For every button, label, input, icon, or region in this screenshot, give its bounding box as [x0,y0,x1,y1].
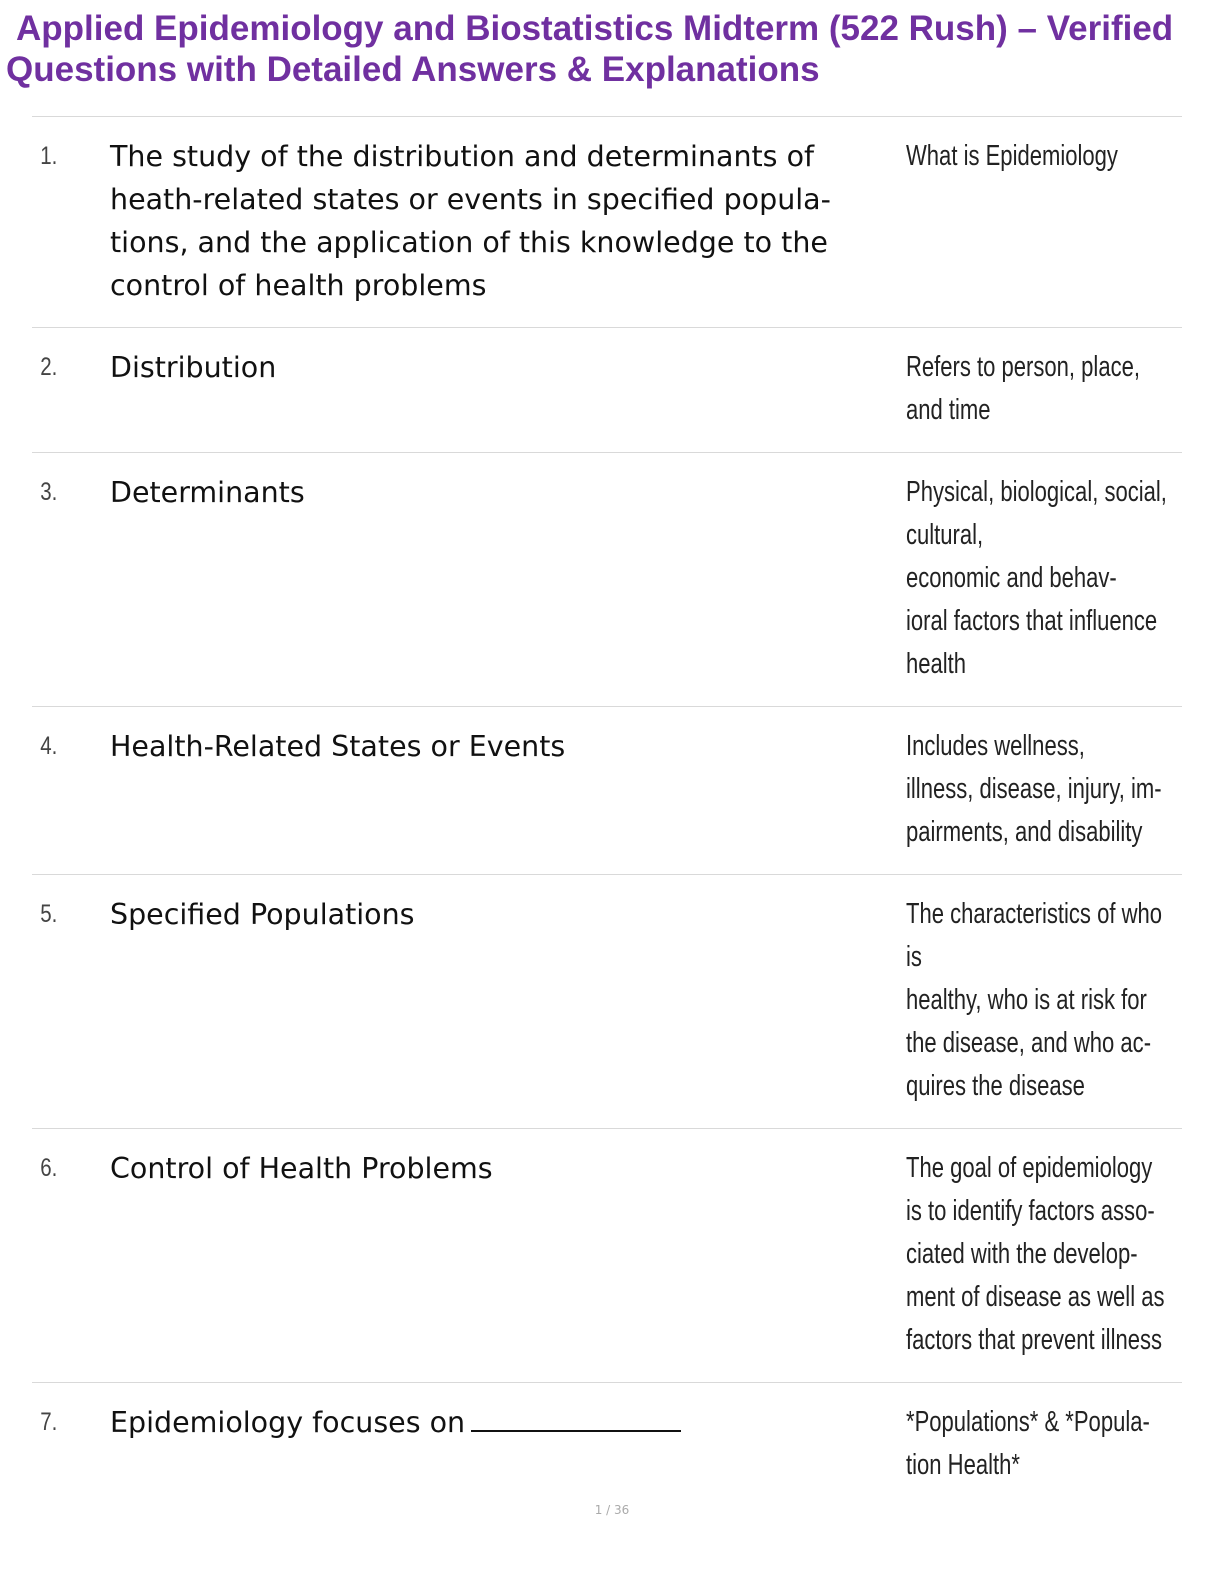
page-indicator: 1 / 36 [594,1503,630,1517]
answer-line: quires the disease [906,1070,1085,1102]
qa-item-4 [32,707,1182,875]
item-number: 5. [40,900,58,928]
qa-item-5 [32,875,1182,1129]
answer-line: What is Epidemiology [906,140,1118,172]
answer-line: tion Health* [906,1449,1020,1481]
answer-text [906,893,1182,1108]
answer-line: ioral factors that influence [906,605,1158,637]
question-text: The study of the distribution and determinants of heath-related states or events in specified popula-tions, and the application of this knowledge to the control of health problems [110,140,831,302]
answer-text [906,1147,1182,1362]
answer-text [906,346,1182,432]
answer-line: *Populations* & *Popula- [906,1406,1150,1438]
answer-line: the disease, and who ac- [906,1027,1152,1059]
answer-text [906,135,1182,307]
question-text: Determinants [110,476,305,509]
qa-item-3 [32,453,1182,707]
item-number: 7. [40,1408,58,1436]
answer-text [906,725,1182,854]
question-text: Distribution [110,351,277,384]
qa-item-1 [32,117,1182,328]
answer-line: Includes wellness, [906,730,1085,762]
answer-line: Refers to person, place, [906,351,1140,383]
document-title-line-1: Applied Epidemiology and Biostatistics Midterm (522 Rush) – Verified [16,9,1174,48]
answer-line: pairments, and disability [906,816,1143,848]
answer-line: factors that prevent illness [906,1324,1163,1356]
question-text: Control of Health Problems [110,1152,493,1185]
answer-line: illness, disease, injury, im- [906,773,1162,805]
answer-line: The goal of epidemiology [906,1152,1153,1184]
answer-text [906,471,1182,686]
document-title [6,8,1218,90]
item-number: 4. [40,732,58,760]
fill-in-blank-line [471,1406,681,1432]
answer-line: ment of disease as well as [906,1281,1165,1313]
answer-line: economic and behav- [906,562,1117,594]
item-number: 6. [40,1154,58,1182]
question-answer-list [32,116,1182,1507]
answer-line: The characteristics of who [906,898,1163,930]
document-title-line-2: Questions with Detailed Answers & Explanations [6,50,820,89]
answer-line: healthy, who is at risk for [906,984,1147,1016]
qa-item-7 [32,1383,1182,1507]
item-number: 1. [40,142,58,170]
question-text: Specified Populations [110,898,415,931]
qa-item-6 [32,1129,1182,1383]
answer-line: cultural, [906,519,984,551]
answer-line: health [906,648,967,680]
item-number: 3. [40,478,58,506]
question-text: Health-Related States or Events [110,730,566,763]
answer-line: Physical, biological, social, [906,476,1167,508]
answer-line: ciated with the develop- [906,1238,1138,1270]
question-text: Epidemiology focuses on [110,1406,466,1439]
answer-text [906,1401,1182,1487]
qa-item-2 [32,328,1182,453]
answer-line: is to identify factors asso- [906,1195,1155,1227]
question-with-blank [110,1401,906,1487]
item-number: 2. [40,353,58,381]
answer-line: is [906,941,922,973]
answer-line: and time [906,394,991,426]
